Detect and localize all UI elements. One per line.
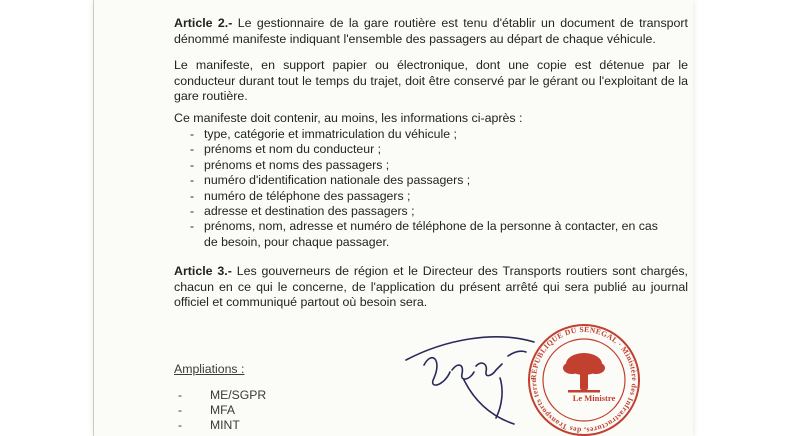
- list-item: - prénoms, nom, adresse et numéro de téléphone de la personne à contacter, en cas de besoin, pour chaque passager.: [190, 219, 660, 250]
- seal-center-label: Le Ministre: [572, 393, 616, 403]
- article-2-p2-text: Le manifeste, en support papier ou électronique, dont une copie est détenue par le conducteur durant tout le temps du trajet, doit être conservé par le gérant ou l'exploitant de la gare routière.: [174, 58, 688, 104]
- article-2-paragraph-2: [174, 58, 688, 105]
- seal-ring-text: RÉPUBLIQUE DU SÉNÉGAL · Ministère des Infrastructures, des Transports terre: [528, 324, 640, 436]
- list-item: - prénoms et nom du conducteur ;: [190, 142, 660, 157]
- article-2-p1-text: Le gestionnaire de la gare routière est tenu d'établir un document de transport dénommé manifeste indiquant l'ensemble des passagers au départ de chaque véhicule.: [174, 16, 688, 46]
- official-seal: [524, 322, 644, 436]
- list-item: - MFA: [178, 403, 318, 418]
- article-2-paragraph-3: [174, 111, 688, 127]
- article-3-paragraph: [174, 264, 688, 311]
- minister-signature: [404, 320, 544, 430]
- list-item: - type, catégorie et immatriculation du véhicule ;: [190, 127, 660, 142]
- article-3-label: Article 3.-: [174, 264, 232, 278]
- document-page: [94, 0, 693, 436]
- list-item: - prénoms et noms des passagers ;: [190, 158, 660, 173]
- list-item: - adresse et destination des passagers ;: [190, 204, 660, 219]
- list-item: - MINT: [178, 418, 318, 433]
- list-item: - numéro d'identification nationale des passagers ;: [190, 173, 660, 188]
- article-2-p3-intro: Ce manifeste doit contenir, au moins, les informations ci-après :: [174, 111, 523, 125]
- manifest-info-list: [190, 127, 660, 250]
- list-item: - ME/SGPR: [178, 388, 318, 403]
- ampliations-list: [178, 388, 318, 434]
- article-2-label: Article 2.-: [174, 16, 233, 30]
- ampliations-title: Ampliations :: [174, 362, 245, 376]
- article-3-text: Les gouverneurs de région et le Directeur des Transports routiers sont chargés, chacun en ce qui le concerne, de l'application du présent arrêté qui sera publié au journal officiel et communiqué partout où besoin sera.: [174, 264, 688, 310]
- article-2-paragraph-1: [174, 16, 688, 47]
- list-item: - numéro de téléphone des passagers ;: [190, 189, 660, 204]
